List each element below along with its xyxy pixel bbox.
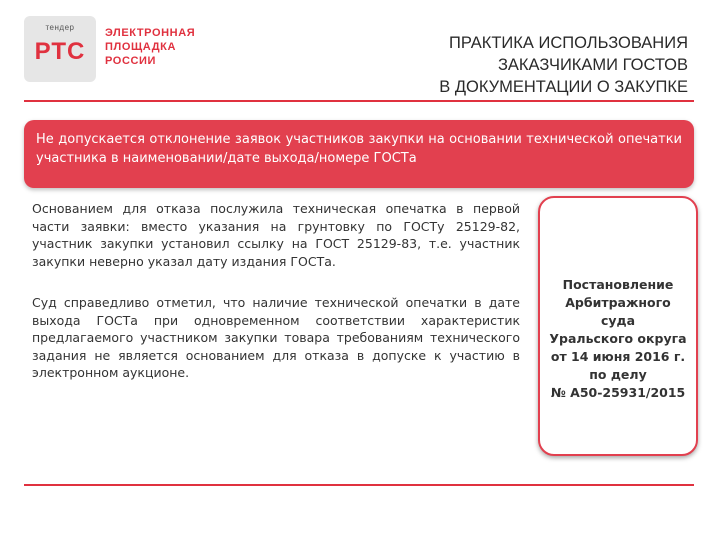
- title-divider: [24, 100, 694, 102]
- ruling-line: Постановление: [562, 277, 674, 292]
- logo-badge: [24, 16, 96, 82]
- logo-small-label: тендер: [45, 23, 75, 32]
- title-line: В ДОКУМЕНТАЦИИ О ЗАКУПКЕ: [439, 78, 688, 96]
- title-line: ЗАКАЗЧИКАМИ ГОСТОВ: [497, 56, 688, 74]
- bottom-divider: [24, 484, 694, 486]
- ruling-line: суда: [600, 313, 636, 328]
- paragraph-text: Основанием для отказа послужила техническая опечатка в первой части заявки: вместо указания на грунтовку по ГОСТу 25129-82, участник закупки установил ссылку на ГОСТ 25129-83, т.е. участник закупки неверно указал дату издания ГОСТа.: [32, 201, 520, 269]
- key-point-banner: [24, 120, 694, 188]
- banner-text: Не допускается отклонение заявок участников закупки на основании технической опечатки участника в наименовании/дате выхода/номере ГОСТа: [36, 132, 682, 166]
- court-ruling-text: [540, 276, 696, 402]
- page-title: [439, 32, 688, 98]
- body-paragraph-1: [32, 200, 520, 270]
- court-ruling-card: [538, 196, 698, 456]
- ruling-line: Арбитражного: [565, 295, 671, 310]
- logo-text: [105, 26, 195, 68]
- body-paragraph-2: [32, 294, 520, 382]
- ruling-line: Уральского округа: [549, 331, 687, 346]
- logo-line: ЭЛЕКТРОННАЯ: [105, 27, 196, 39]
- ruling-line: по делу: [589, 367, 647, 382]
- logo-main-label: РТС: [34, 38, 86, 65]
- ruling-line: № А50-25931/2015: [550, 385, 686, 400]
- logo-line: РОССИИ: [105, 55, 157, 67]
- logo-line: ПЛОЩАДКА: [105, 41, 177, 53]
- paragraph-text: Суд справедливо отметил, что наличие технической опечатки в дате выхода ГОСТа при одновременном соответствии характеристик предлагаемого участником закупки товара требованиям технического задания не является основанием для отказа в допуске к участию в электронном аукционе.: [32, 295, 520, 380]
- title-line: ПРАКТИКА ИСПОЛЬЗОВАНИЯ: [448, 34, 688, 52]
- ruling-line: от 14 июня 2016 г.: [550, 349, 686, 364]
